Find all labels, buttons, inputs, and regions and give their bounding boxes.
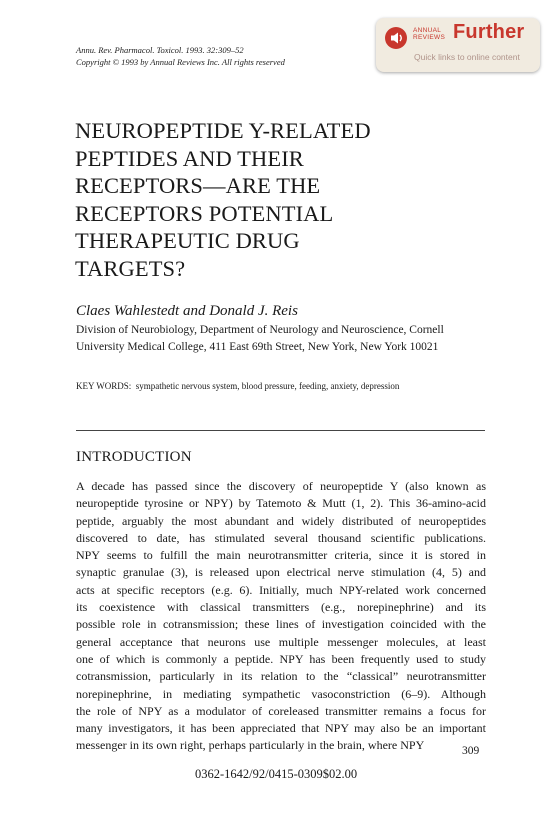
body-line: cotransmission, particularly in its relation to the “classical” neurotransmitter <box>76 669 486 684</box>
further-wordmark: Further <box>453 21 525 43</box>
body-line: acts at specific receptors (e.g. 6). Initially, much NPY-related work concerned <box>76 582 486 597</box>
reviews-word: REVIEWS <box>413 34 446 41</box>
body-line: NPY seems to fulfill the main neurotransmitter criteria, since it is stored in <box>76 548 486 563</box>
body-line: discovered to date, has stimulated several thousand scientific publications. <box>76 530 486 545</box>
further-badge[interactable] <box>376 18 540 72</box>
keywords <box>76 381 399 391</box>
body-paragraph <box>76 478 486 755</box>
annual-word: ANNUAL <box>413 27 442 34</box>
body-line: general acceptance that neurons use multiple messenger molecules, at least <box>76 634 486 649</box>
section-heading: INTRODUCTION <box>76 449 192 465</box>
body-line: synaptic granulae (3), is released upon electrical nerve stimulation (4, 5) and <box>76 565 486 580</box>
body-line: the role of NPY as a modulator of coreleased transmitter remains a focus for <box>76 703 486 718</box>
journal-reference <box>76 44 285 68</box>
body-line: A decade has passed since the discovery of neuropeptide Y (also known as <box>76 479 486 493</box>
title-line: RECEPTORS POTENTIAL <box>75 200 334 226</box>
annual-reviews-label <box>413 27 445 41</box>
body-line: possible role in cotransmission; these lines of investigation coincided with the <box>76 617 486 632</box>
affiliation-line: Division of Neurobiology, Department of Neurology and Neuroscience, Cornell <box>76 324 444 336</box>
author-names: Claes Wahlestedt and Donald J. Reis <box>76 303 298 319</box>
keywords-text: sympathetic nervous system, blood pressure, feeding, anxiety, depression <box>135 381 400 391</box>
body-line: norepinephrine, in mediating sympathetic vasoconstriction (6–9). Although <box>76 686 486 701</box>
copyright-notice: Copyright © 1993 by Annual Reviews Inc. All rights reserved <box>76 57 285 67</box>
body-line: one of which is commonly a peptide. NPY has been frequently used to study <box>76 651 486 666</box>
body-line: peptide, arguably the most abundant and widely distributed of neuropeptides <box>76 513 486 528</box>
keywords-label: KEY WORDS: <box>76 381 132 391</box>
title-line: THERAPEUTIC DRUG <box>75 228 300 253</box>
body-line: many investigators, it has been appreciated that NPY may also be an important <box>76 721 486 736</box>
footer-code: 0362-1642/92/0415-0309$02.00 <box>195 767 358 781</box>
article-title <box>75 117 475 282</box>
affiliation <box>76 322 444 356</box>
journal-citation: Annu. Rev. Pharmacol. Toxicol. 1993. 32:309–52 <box>76 45 244 55</box>
title-line: PEPTIDES AND THEIR <box>75 145 304 171</box>
title-line: NEUROPEPTIDE Y-RELATED <box>75 118 371 143</box>
affiliation-line: University Medical College, 411 East 69th Street, New York, New York 10021 <box>76 341 439 353</box>
title-line: TARGETS? <box>75 255 186 281</box>
speaker-logo-icon <box>385 27 407 49</box>
page-number: 309 <box>462 745 480 757</box>
section-divider <box>76 430 485 431</box>
further-tagline[interactable]: Quick links to online content <box>414 52 520 62</box>
title-line: RECEPTORS—ARE THE <box>75 173 321 198</box>
body-line: neuropeptide tyrosine or NPY) by Tatemoto & Mutt (1, 2). This 36-amino-acid <box>76 496 486 511</box>
body-line: messenger in its own right, perhaps particularly in the brain, where NPY <box>76 738 425 753</box>
body-line: its coexistence with classical transmitters (e.g., norepinephrine) and its <box>76 600 486 615</box>
